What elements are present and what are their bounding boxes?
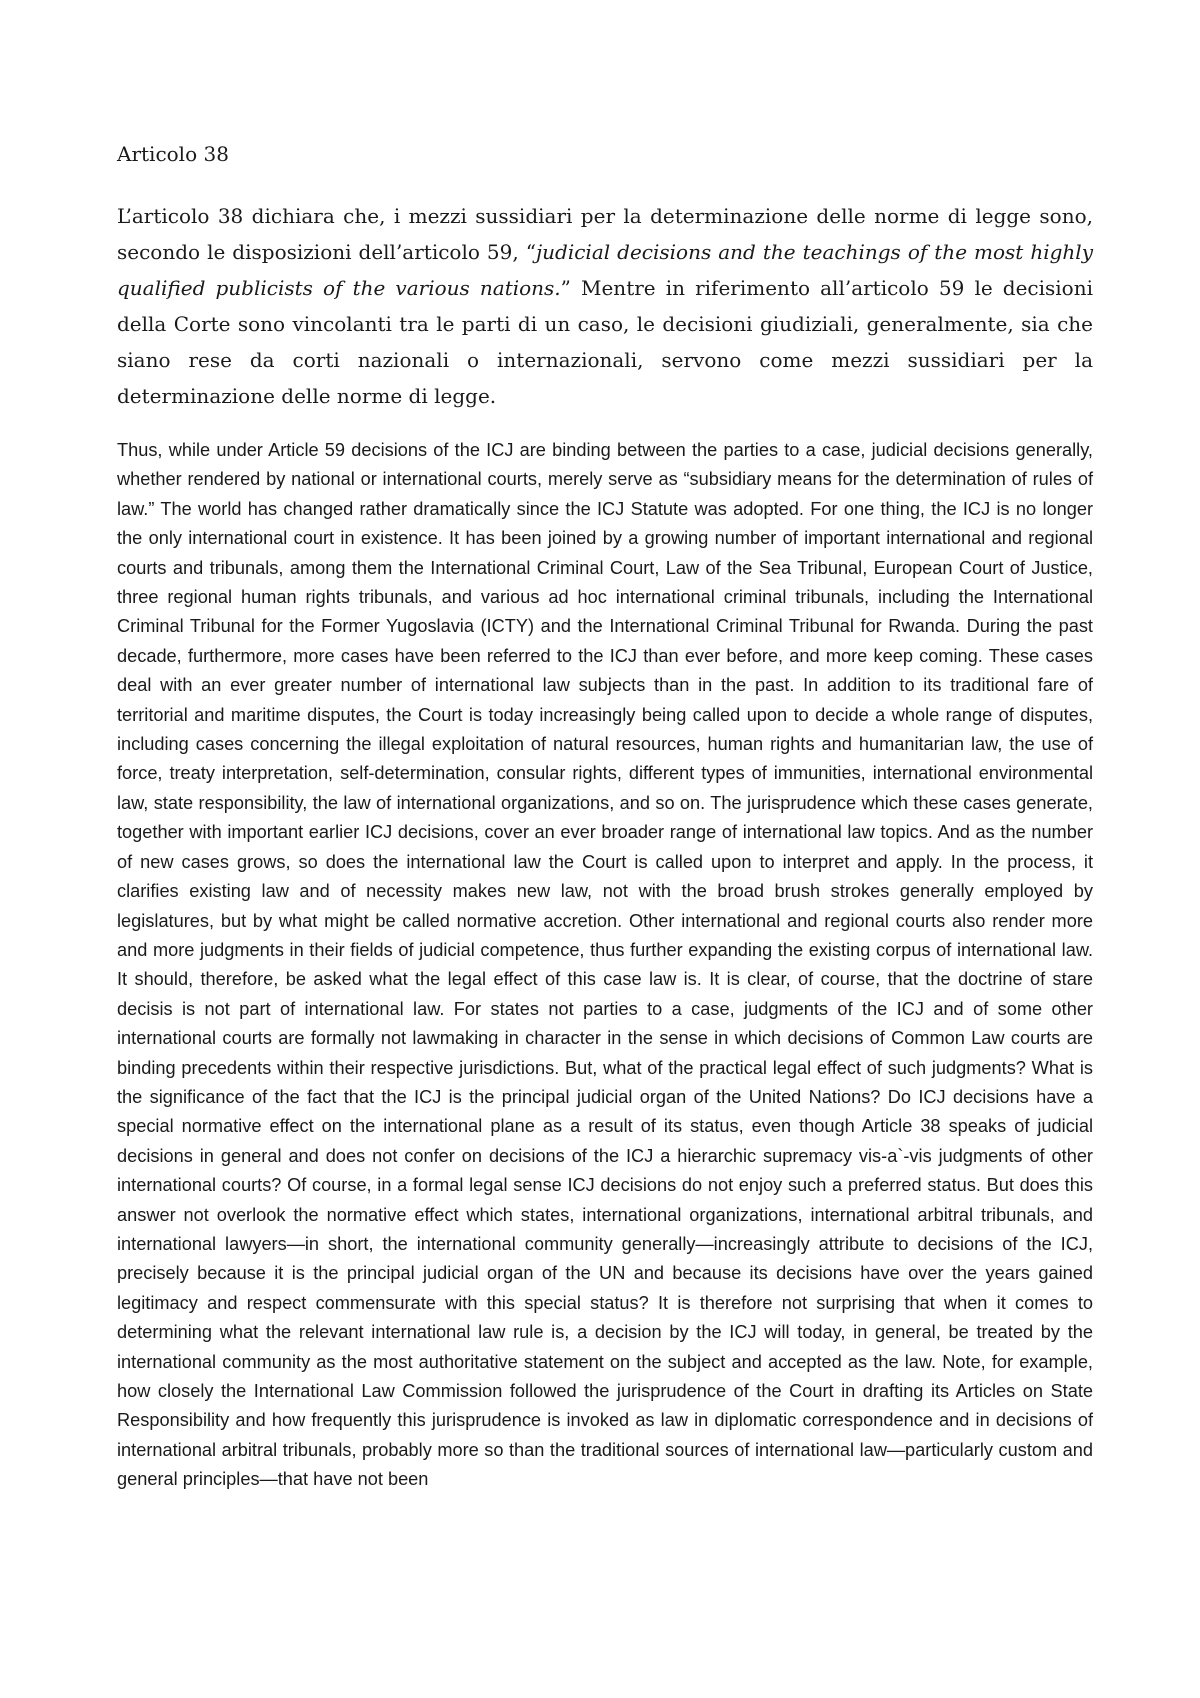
- document-page: [117, 140, 1093, 1495]
- italian-quoted-text: judicial decisions and the teachings of the most highly qualified publicists of the various nations.: [117, 240, 1093, 300]
- section-heading: Articolo 38: [117, 142, 229, 166]
- italian-intro-text: L’articolo 38 dichiara che, i mezzi sussidiari per la determinazione delle norme di legge sono, secondo le disposizioni dell’articolo 59, “: [117, 204, 1093, 264]
- english-paragraph: Thus, while under Article 59 decisions of the ICJ are binding between the parties to a case, judicial decisions generally, whether rendered by national or international courts, merely serve as “subsidiary means for the determination of rules of law.” The world has changed rather dramatically since the ICJ Statute was adopted. For one thing, the ICJ is no longer the only international court in existence. It has been joined by a growing number of important international and regional courts and tribunals, among them the International Criminal Court, Law of the Sea Tribunal, European Court of Justice, three regional human rights tribunals, and various ad hoc international criminal tribunals, including the International Criminal Tribunal for the Former Yugoslavia (ICTY) and the International Criminal Tribunal for Rwanda. During the past decade, furthermore, more cases have been referred to the ICJ than ever before, and more keep coming. These cases deal with an ever greater number of international law subjects than in the past. In addition to its traditional fare of territorial and maritime disputes, the Court is today increasingly being called upon to decide a whole range of disputes, including cases concerning the illegal exploitation of natural resources, human rights and humanitarian law, the use of force, treaty interpretation, self-determination, consular rights, different types of immunities, international environmental law, state responsibility, the law of international organizations, and so on. The jurisprudence which these cases generate, together with important earlier ICJ decisions, cover an ever broader range of international law topics. And as the number of new cases grows, so does the international law the Court is called upon to interpret and apply. In the process, it clarifies existing law and of necessity makes new law, not with the broad brush strokes generally employed by legislatures, but by what might be called normative accretion. Other international and regional courts also render more and more judgments in their fields of judicial competence, thus further expanding the existing corpus of international law. It should, therefore, be asked what the legal effect of this case law is. It is clear, of course, that the doctrine of stare decisis is not part of international law. For states not parties to a case, judgments of the ICJ and of some other international courts are formally not lawmaking in character in the sense in which decisions of Common Law courts are binding precedents within their respective jurisdictions. But, what of the practical legal effect of such judgments? What is the significance of the fact that the ICJ is the principal judicial organ of the United Nations? Do ICJ decisions have a special normative effect on the international plane as a result of its status, even though Article 38 speaks of judicial decisions in general and does not confer on decisions of the ICJ a hierarchic supremacy vis-a`-vis judgments of other international courts? Of course, in a formal legal sense ICJ decisions do not enjoy such a preferred status. But does this answer not overlook the normative effect which states, international organizations, international arbitral tribunals, and international lawyers—in short, the international community generally—increasingly attribute to decisions of the ICJ, precisely because it is the principal judicial organ of the UN and because its decisions have over the years gained legitimacy and respect commensurate with this special status? It is therefore not surprising that when it comes to determining what the relevant international law rule is, a decision by the ICJ will today, in general, be treated by the international community as the most authoritative statement on the subject and accepted as the law. Note, for example, how closely the International Law Commission followed the jurisprudence of the Court in drafting its Articles on State Responsibility and how frequently this jurisprudence is invoked as law in diplomatic correspondence and in decisions of international arbitral tribunals, probably more so than the traditional sources of international law—particularly custom and general principles—that have not been: [117, 440, 1093, 1490]
- italian-rest-text: ” Mentre in riferimento all’articolo 59 le decisioni della Corte sono vincolanti tra le parti di un caso, le decisioni giudiziali, generalmente, sia che siano rese da corti nazionali o internazionali, servono come mezzi sussidiari per la determinazione delle norme di legge.: [117, 276, 1093, 408]
- italian-paragraph: [117, 198, 1093, 414]
